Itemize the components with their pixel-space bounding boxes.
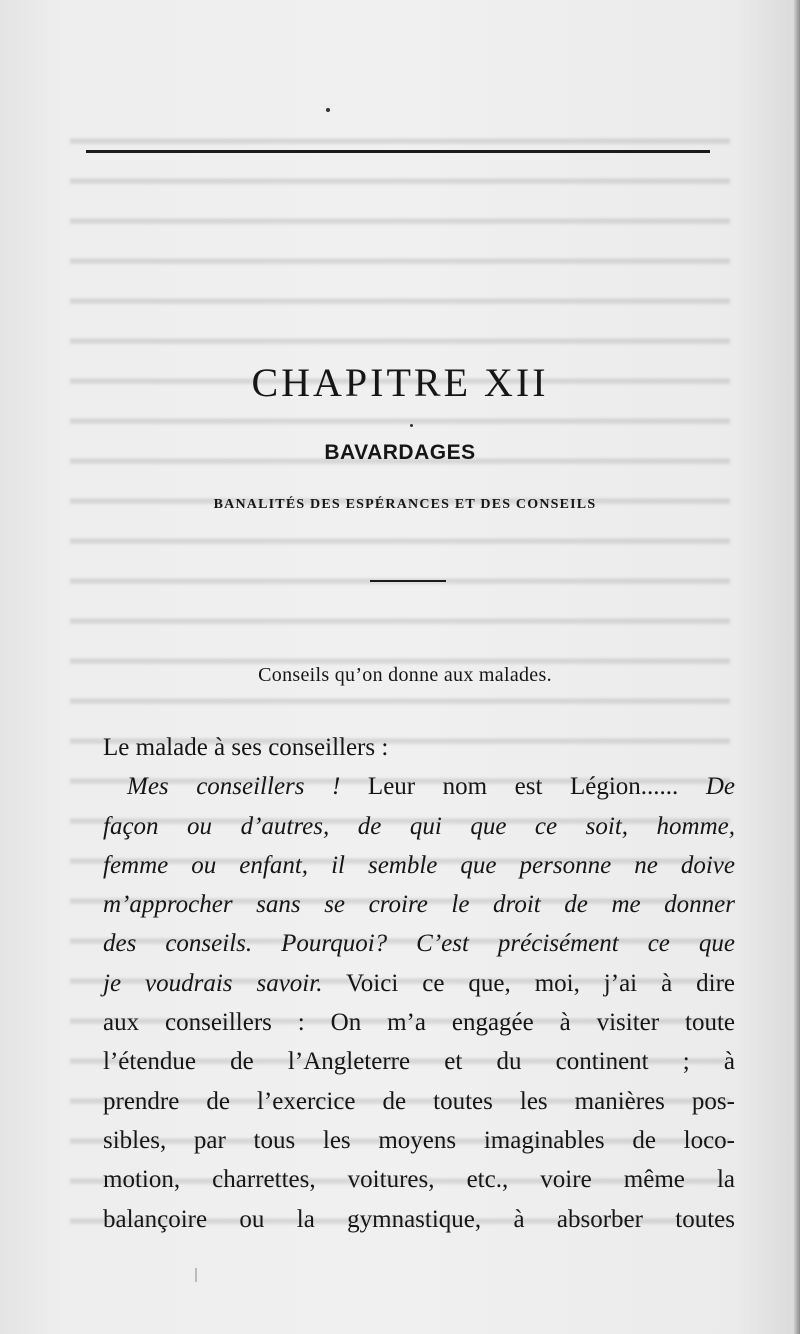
print-mark [195, 1268, 197, 1282]
text-line: sibles, par tous les moyens imaginables de loco- [103, 1126, 735, 1154]
header-rule [86, 150, 710, 153]
text-run-italic: Mes conseillers ! [127, 773, 341, 801]
text-line: prendre de l’exercice de toutes les manières pos- [103, 1087, 735, 1115]
print-speck [326, 108, 330, 112]
text-run: Voici ce que, moi, j’ai à dire [322, 969, 735, 997]
text-run-italic: je voudrais savoir. [103, 969, 323, 997]
text-run: Leur nom est Légion...... [340, 773, 706, 801]
text-line: façon ou d’autres, de qui que ce soit, homme, [103, 812, 735, 840]
body-text [103, 728, 735, 1239]
chapter-title: CHAPITRE XII [251, 360, 549, 405]
text-line: aux conseillers : On m’a engagée à visiter toute [103, 1009, 735, 1037]
section-rule [370, 580, 446, 582]
print-speck [410, 424, 413, 427]
text-line: motion, charrettes, voitures, etc., voire même la [103, 1166, 735, 1194]
text-line: balançoire ou la gymnastique, à absorber toutes [103, 1205, 735, 1233]
section-title: Conseils qu’on donne aux malades. [258, 664, 552, 686]
text-line: l’étendue de l’Angleterre et du continent ; à [103, 1048, 735, 1076]
text-line: m’approcher sans se croire le droit de me donner [103, 891, 735, 919]
text-line [103, 728, 735, 767]
text-run-italic: De [705, 773, 735, 801]
text-line: femme ou enfant, il semble que personne ne doive [103, 851, 735, 879]
text-line: des conseils. Pourquoi? C’est précisément ce que [103, 930, 735, 958]
text-line [103, 964, 735, 1003]
chapter-summary: BANALITÉS DES ESPÉRANCES ET DES CONSEILS [213, 497, 597, 512]
text-line [103, 767, 735, 806]
text-run: Le malade à ses conseillers : [103, 734, 389, 761]
chapter-subtitle: BAVARDAGES [324, 441, 476, 464]
